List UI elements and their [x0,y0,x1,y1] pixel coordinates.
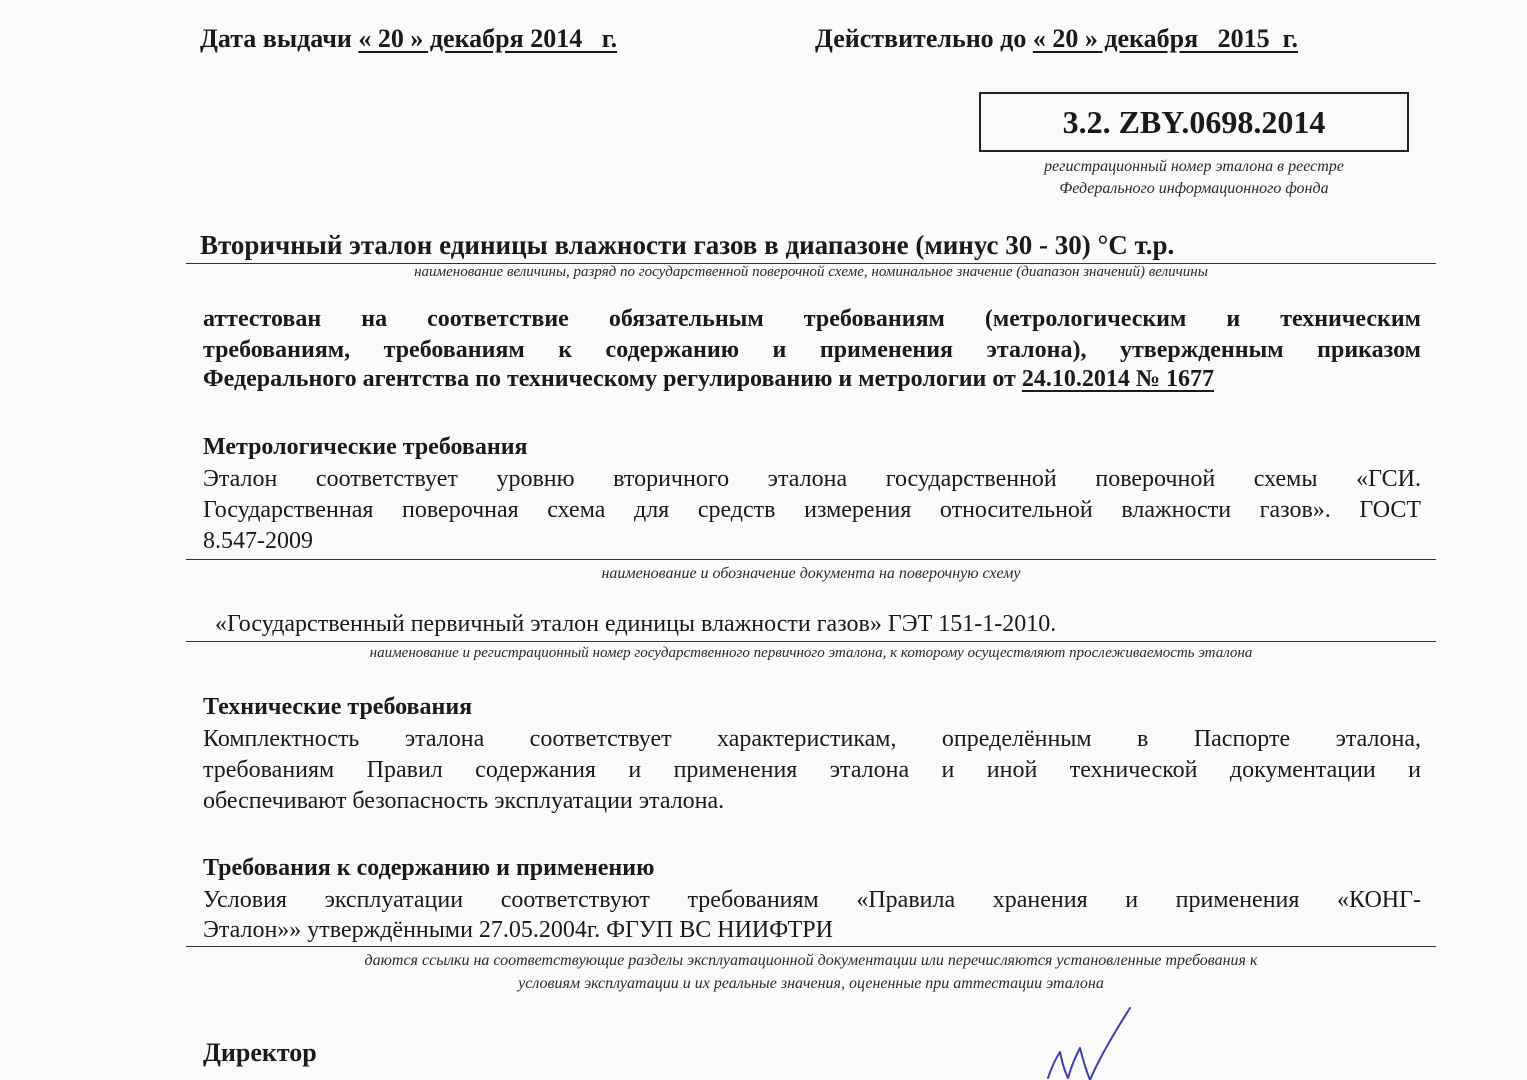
standard-name-caption: наименование величины, разряд по государственной поверочной схеме, номинальное значение (диапазон значений) величины [414,264,1208,280]
technical-line-2: требованиям Правил содержания и применения эталона и иной технической документации и [203,757,1421,783]
issue-date-line [200,24,617,54]
attestation-line-3-wrap [203,366,1214,393]
order-reference: 24.10.2014 № 1677 [1021,366,1214,392]
director-title: Директор [203,1038,317,1067]
issue-date-label: Дата выдачи [200,24,352,53]
maintenance-caption-2: условиям эксплуатации и их реальные значения, оцененные при аттестации эталона [518,975,1104,992]
maintenance-line-2: Эталон»» утверждёнными 27.05.2004г. ФГУП ВС НИИФТРИ [203,917,833,943]
technical-line-3: обеспечивают безопасность эксплуатации эталона. [203,788,725,814]
technical-line-1: Комплектность эталона соответствует характеристикам, определённым в Паспорте эталона, [203,726,1421,752]
standard-name: Вторичный эталон единицы влажности газов в диапазоне (минус 30 - 30) °С т.р. [200,230,1175,260]
handwritten-signature [1030,1000,1150,1080]
valid-until-line [815,24,1298,54]
maintenance-heading: Требования к содержанию и применению [203,855,655,881]
registration-caption-1: регистрационный номер эталона в реестре [1044,158,1344,175]
metrological-caption: наименование и обозначение документа на поверочную схему [601,565,1021,582]
technical-paragraph [203,724,1421,786]
registration-number: 3.2. ZBY.0698.2014 [1062,103,1326,140]
valid-until-value: « 20 » декабря 2015 г. [1032,24,1299,53]
maintenance-caption-1: даются ссылки на соответствующие разделы эксплуатационной документации или перечисляются установленные требования к [364,952,1258,969]
valid-until-label: Действительно до [815,24,1027,53]
primary-standard: «Государственный первичный эталон единицы влажности газов» ГЭТ 151-1-2010. [215,611,1057,637]
maintenance-line-1: Условия эксплуатации соответствуют требованиям «Правила хранения и применения «КОНГ- [203,887,1421,913]
maintenance-rule [186,946,1436,947]
registration-number-box [979,92,1409,152]
metrological-paragraph [203,464,1421,526]
metrological-line-1: Эталон соответствует уровню вторичного эталона государственной поверочной схемы «ГСИ. [203,466,1421,492]
maintenance-paragraph [203,885,1421,916]
attestation-line-3: Федерального агентства по техническому регулированию и метрологии от [203,366,1016,392]
primary-standard-rule [186,641,1436,642]
registration-caption-2: Федерального информационного фонда [1059,180,1329,197]
attestation-paragraph [203,304,1421,366]
metrological-rule [186,559,1436,560]
technical-heading: Технические требования [203,694,473,720]
attestation-line-2: требованиям, требованиям к содержанию и применения эталона), утвержденным приказом [203,337,1421,363]
primary-standard-caption: наименование и регистрационный номер государственного первичного эталона, к которому осуществляют прослеживаемость эталона [369,645,1253,661]
metrological-heading: Метрологические требования [203,434,528,460]
attestation-line-1: аттестован на соответствие обязательным требованиям (метрологическим и техническим [203,306,1421,332]
issue-date-value: « 20 » декабря 2014 г. [358,24,618,53]
metrological-line-3: 8.547-2009 [203,528,313,554]
metrological-line-2: Государственная поверочная схема для средств измерения относительной влажности газов». ГОСТ [203,497,1421,523]
